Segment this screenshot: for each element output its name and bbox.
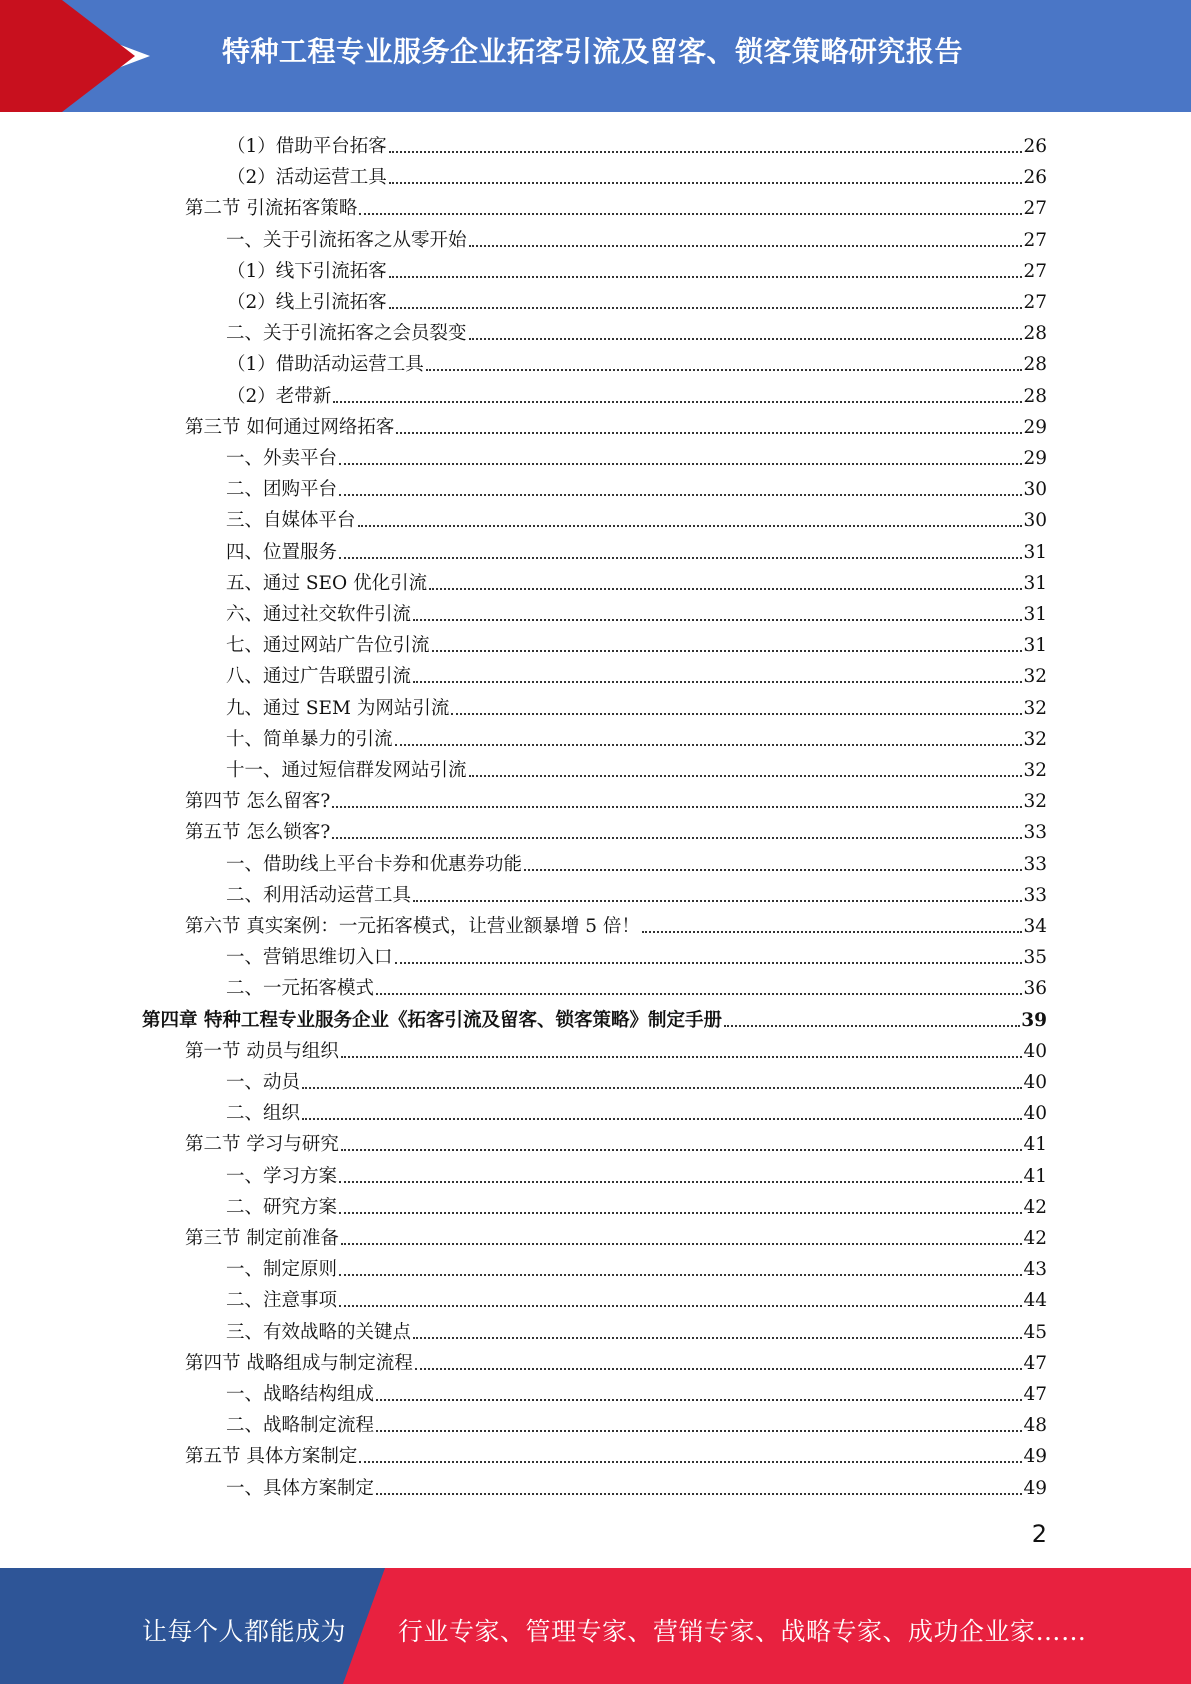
toc-entry-page: 33 <box>1023 822 1047 844</box>
toc-leader-dots <box>389 151 1023 153</box>
toc-entry-page: 49 <box>1023 1446 1047 1468</box>
red-arrow-icon <box>0 0 160 112</box>
toc-entry-page: 45 <box>1023 1321 1047 1343</box>
toc-entry-page: 35 <box>1023 947 1047 969</box>
toc-entry-label: 一、学习方案 <box>226 1165 338 1187</box>
toc-leader-dots <box>333 401 1022 403</box>
toc-entry-label: 第三节 制定前准备 <box>185 1228 339 1249</box>
toc-entry-label: 第二节 学习与研究 <box>185 1134 339 1156</box>
toc-entry-label: （1）借助活动运营工具 <box>227 354 424 376</box>
toc-leader-dots <box>432 650 1023 652</box>
toc-leader-dots <box>339 1181 1022 1183</box>
toc-entry-label: 第五节 具体方案制定 <box>185 1446 358 1468</box>
toc-entry-page: 33 <box>1023 884 1047 906</box>
toc-leader-dots <box>376 993 1022 995</box>
toc-entry-label: 六、通过社交软件引流 <box>226 604 412 625</box>
toc-leader-dots <box>376 1430 1022 1432</box>
toc-entry-page: 48 <box>1023 1415 1047 1437</box>
toc-entry[interactable] <box>226 1157 1047 1188</box>
toc-leader-dots <box>341 1056 1023 1058</box>
toc-entry-page: 32 <box>1023 697 1047 719</box>
toc-entry-page: 39 <box>1021 1009 1047 1031</box>
toc-entry[interactable] <box>227 127 1047 158</box>
toc-leader-dots <box>413 1337 1022 1339</box>
toc-entry-page: 31 <box>1023 604 1047 625</box>
toc-entry-page: 42 <box>1023 1196 1047 1218</box>
toc-entry-page: 32 <box>1023 760 1047 781</box>
toc-entry-label: 第五节 怎么锁客? <box>185 822 331 844</box>
toc-entry[interactable] <box>227 252 1047 283</box>
toc-entry-page: 40 <box>1023 1103 1047 1125</box>
toc-entry-label: 一、借助线上平台卡券和优惠券功能 <box>226 853 523 875</box>
toc-leader-dots <box>339 1305 1022 1307</box>
toc-entry-page: 43 <box>1023 1259 1047 1281</box>
toc-leader-dots <box>358 525 1023 527</box>
toc-entry-label: 第四节 战略组成与制定流程 <box>185 1352 413 1374</box>
toc-entry-page: 31 <box>1023 635 1047 657</box>
toc-entry[interactable] <box>226 314 1047 345</box>
toc-leader-dots <box>451 713 1022 715</box>
toc-entry-label: 二、战略制定流程 <box>226 1415 375 1437</box>
toc-entry[interactable] <box>226 720 1047 751</box>
toc-entry[interactable] <box>226 1313 1047 1344</box>
toc-entry[interactable] <box>185 1344 1047 1375</box>
toc-entry-page: 27 <box>1023 260 1047 282</box>
toc-leader-dots <box>359 1461 1022 1463</box>
toc-entry[interactable] <box>227 283 1047 314</box>
toc-entry-label: 一、关于引流拓客之从零开始 <box>226 229 467 251</box>
toc-entry[interactable] <box>142 1001 1047 1032</box>
toc-leader-dots <box>332 806 1022 808</box>
toc-entry-label: 二、注意事项 <box>226 1290 338 1312</box>
toc-entry-page: 30 <box>1023 510 1047 532</box>
toc-leader-dots <box>359 213 1022 215</box>
toc-entry[interactable] <box>185 1219 1047 1250</box>
toc-leader-dots <box>389 276 1023 278</box>
toc-entry[interactable] <box>226 1188 1047 1219</box>
toc-entry-page: 28 <box>1023 323 1047 345</box>
toc-entry-page: 30 <box>1023 479 1047 501</box>
toc-entry[interactable] <box>226 1063 1047 1094</box>
toc-entry-page: 42 <box>1023 1228 1047 1249</box>
footer-slogan-left: 让每个人都能成为 <box>142 1617 347 1646</box>
toc-entry-page: 32 <box>1023 791 1047 813</box>
report-title: 特种工程专业服务企业拓客引流及留客、锁客策略研究报告 <box>222 35 964 68</box>
toc-entry-page: 41 <box>1023 1134 1047 1156</box>
toc-entry-label: 二、组织 <box>226 1103 301 1125</box>
page-header <box>0 0 1191 112</box>
toc-entry-page: 47 <box>1023 1384 1047 1405</box>
toc-entry[interactable] <box>226 845 1047 876</box>
toc-leader-dots <box>389 182 1023 184</box>
toc-entry[interactable] <box>226 1094 1047 1125</box>
toc-entry-label: 二、关于引流拓客之会员裂变 <box>226 323 467 345</box>
toc-entry-label: 五、通过 SEO 优化引流 <box>226 572 428 594</box>
toc-entry-label: 二、团购平台 <box>226 479 338 501</box>
toc-entry-page: 40 <box>1023 1072 1047 1093</box>
toc-entry[interactable] <box>226 938 1047 969</box>
toc-entry-label: （2）线上引流拓客 <box>227 292 387 313</box>
toc-entry[interactable] <box>226 876 1047 907</box>
toc-entry-label: 十一、通过短信群发网站引流 <box>226 760 467 781</box>
toc-entry-label: 二、研究方案 <box>226 1196 338 1218</box>
toc-entry[interactable] <box>185 189 1047 220</box>
toc-entry[interactable] <box>185 907 1047 938</box>
toc-leader-dots <box>339 557 1022 559</box>
toc-entry[interactable] <box>185 813 1047 844</box>
toc-entry[interactable] <box>226 1375 1047 1406</box>
toc-entry-page: 26 <box>1023 167 1047 189</box>
toc-entry-label: 八、通过广告联盟引流 <box>226 666 412 688</box>
toc-leader-dots <box>469 338 1023 340</box>
toc-entry-page: 44 <box>1023 1290 1047 1312</box>
toc-entry[interactable] <box>226 1281 1047 1312</box>
toc-leader-dots <box>389 307 1023 309</box>
toc-entry-page: 32 <box>1023 666 1047 688</box>
toc-entry-page: 26 <box>1023 136 1047 157</box>
toc-entry[interactable] <box>226 1250 1047 1281</box>
toc-entry-label: （1）借助平台拓客 <box>227 136 387 157</box>
toc-entry-label: 第四节 怎么留客? <box>185 791 331 813</box>
toc-entry[interactable] <box>226 221 1047 252</box>
toc-leader-dots <box>724 1025 1020 1027</box>
toc-entry-page: 41 <box>1023 1165 1047 1187</box>
toc-entry[interactable] <box>226 626 1047 657</box>
toc-leader-dots <box>339 1274 1022 1276</box>
toc-entry-page: 31 <box>1023 541 1047 563</box>
toc-entry[interactable] <box>226 501 1047 532</box>
toc-leader-dots <box>413 900 1022 902</box>
toc-entry-page: 49 <box>1023 1477 1047 1499</box>
toc-entry-page: 29 <box>1023 448 1047 469</box>
toc-entry[interactable] <box>185 1032 1047 1063</box>
toc-entry-page: 34 <box>1023 916 1047 937</box>
toc-leader-dots <box>395 744 1023 746</box>
toc-entry-page: 28 <box>1023 385 1047 407</box>
toc-entry[interactable] <box>226 470 1047 501</box>
toc-entry-label: 第三节 如何通过网络拓客 <box>185 416 395 438</box>
toc-entry[interactable] <box>226 564 1047 595</box>
toc-leader-dots <box>341 1243 1023 1245</box>
toc-leader-dots <box>376 1493 1022 1495</box>
toc-entry[interactable] <box>226 439 1047 470</box>
toc-entry-page: 31 <box>1023 572 1047 594</box>
toc-entry[interactable] <box>226 657 1047 688</box>
toc-leader-dots <box>332 837 1022 839</box>
toc-leader-dots <box>302 1087 1022 1089</box>
toc-entry[interactable] <box>185 782 1047 813</box>
toc-leader-dots <box>396 432 1022 434</box>
toc-entry-label: （2）老带新 <box>227 385 332 407</box>
toc-leader-dots <box>302 1118 1022 1120</box>
toc-entry-label: 一、外卖平台 <box>226 448 338 469</box>
page-number: 2 <box>1031 1520 1047 1548</box>
footer-slogan-right: 行业专家、管理专家、营销专家、战略专家、成功企业家…… <box>398 1617 1087 1646</box>
toc-entry[interactable] <box>226 1406 1047 1437</box>
toc-leader-dots <box>339 494 1022 496</box>
toc-entry-label: 第四章 特种工程专业服务企业《拓客引流及留客、锁客策略》制定手册 <box>142 1009 722 1031</box>
toc-entry-label: 一、制定原则 <box>226 1259 338 1281</box>
toc-entry-label: 九、通过 SEM 为网站引流 <box>226 697 450 719</box>
toc-entry-label: 十、简单暴力的引流 <box>226 728 393 750</box>
toc-entry-label: 三、有效战略的关键点 <box>226 1321 412 1343</box>
page-footer <box>0 1568 1191 1684</box>
toc-entry-label: （1）线下引流拓客 <box>227 260 387 282</box>
toc-entry[interactable] <box>226 595 1047 626</box>
toc-entry-label: 四、位置服务 <box>226 541 338 563</box>
toc-entry[interactable] <box>226 1469 1047 1500</box>
toc-entry[interactable] <box>185 1437 1047 1468</box>
toc-leader-dots <box>413 619 1022 621</box>
toc-entry-page: 32 <box>1023 728 1047 750</box>
toc-leader-dots <box>376 1399 1022 1401</box>
toc-entry-page: 40 <box>1023 1040 1047 1062</box>
toc-leader-dots <box>339 1212 1022 1214</box>
toc-entry-label: 第二节 引流拓客策略 <box>185 198 358 220</box>
toc-entry-page: 28 <box>1023 354 1047 376</box>
toc-entry-label: 一、战略结构组成 <box>226 1384 375 1405</box>
toc-entry-label: 一、营销思维切入口 <box>226 947 393 969</box>
toc-entry-label: 二、利用活动运营工具 <box>226 884 412 906</box>
toc-entry-page: 27 <box>1023 229 1047 251</box>
toc-leader-dots <box>469 775 1023 777</box>
toc-entry[interactable] <box>226 533 1047 564</box>
toc-entry-label: 第六节 真实案例：一元拓客模式，让营业额暴增 5 倍！ <box>185 916 640 937</box>
toc-leader-dots <box>642 931 1023 933</box>
toc-leader-dots <box>395 962 1023 964</box>
toc-entry[interactable] <box>227 377 1047 408</box>
toc-entry[interactable] <box>185 1125 1047 1156</box>
toc-entry[interactable] <box>227 345 1047 376</box>
toc-leader-dots <box>524 869 1022 871</box>
toc-entry-label: 七、通过网站广告位引流 <box>226 635 430 657</box>
toc-entry-page: 47 <box>1023 1352 1047 1374</box>
toc-entry-page: 36 <box>1023 978 1047 1000</box>
toc-leader-dots <box>426 369 1023 371</box>
toc-entry-page: 33 <box>1023 853 1047 875</box>
toc-leader-dots <box>341 1149 1023 1151</box>
toc-entry-page: 27 <box>1023 292 1047 313</box>
toc-entry-page: 29 <box>1023 416 1047 438</box>
toc-entry-label: 一、具体方案制定 <box>226 1477 375 1499</box>
toc-leader-dots <box>415 1368 1023 1370</box>
toc-leader-dots <box>429 588 1022 590</box>
toc-entry-label: 二、一元拓客模式 <box>226 978 375 1000</box>
toc-entry-label: （2）活动运营工具 <box>227 167 387 189</box>
toc-entry-label: 一、动员 <box>226 1072 301 1093</box>
toc-entry-label: 第一节 动员与组织 <box>185 1040 339 1062</box>
toc-entry[interactable] <box>185 408 1047 439</box>
toc-entry-label: 三、自媒体平台 <box>226 510 356 532</box>
toc-leader-dots <box>469 245 1023 247</box>
toc-entry[interactable] <box>226 751 1047 782</box>
toc-entry[interactable] <box>226 969 1047 1000</box>
toc-entry-page: 27 <box>1023 198 1047 220</box>
toc-leader-dots <box>339 463 1022 465</box>
toc-entry[interactable] <box>227 158 1047 189</box>
toc-entry[interactable] <box>226 689 1047 720</box>
toc-leader-dots <box>413 681 1022 683</box>
